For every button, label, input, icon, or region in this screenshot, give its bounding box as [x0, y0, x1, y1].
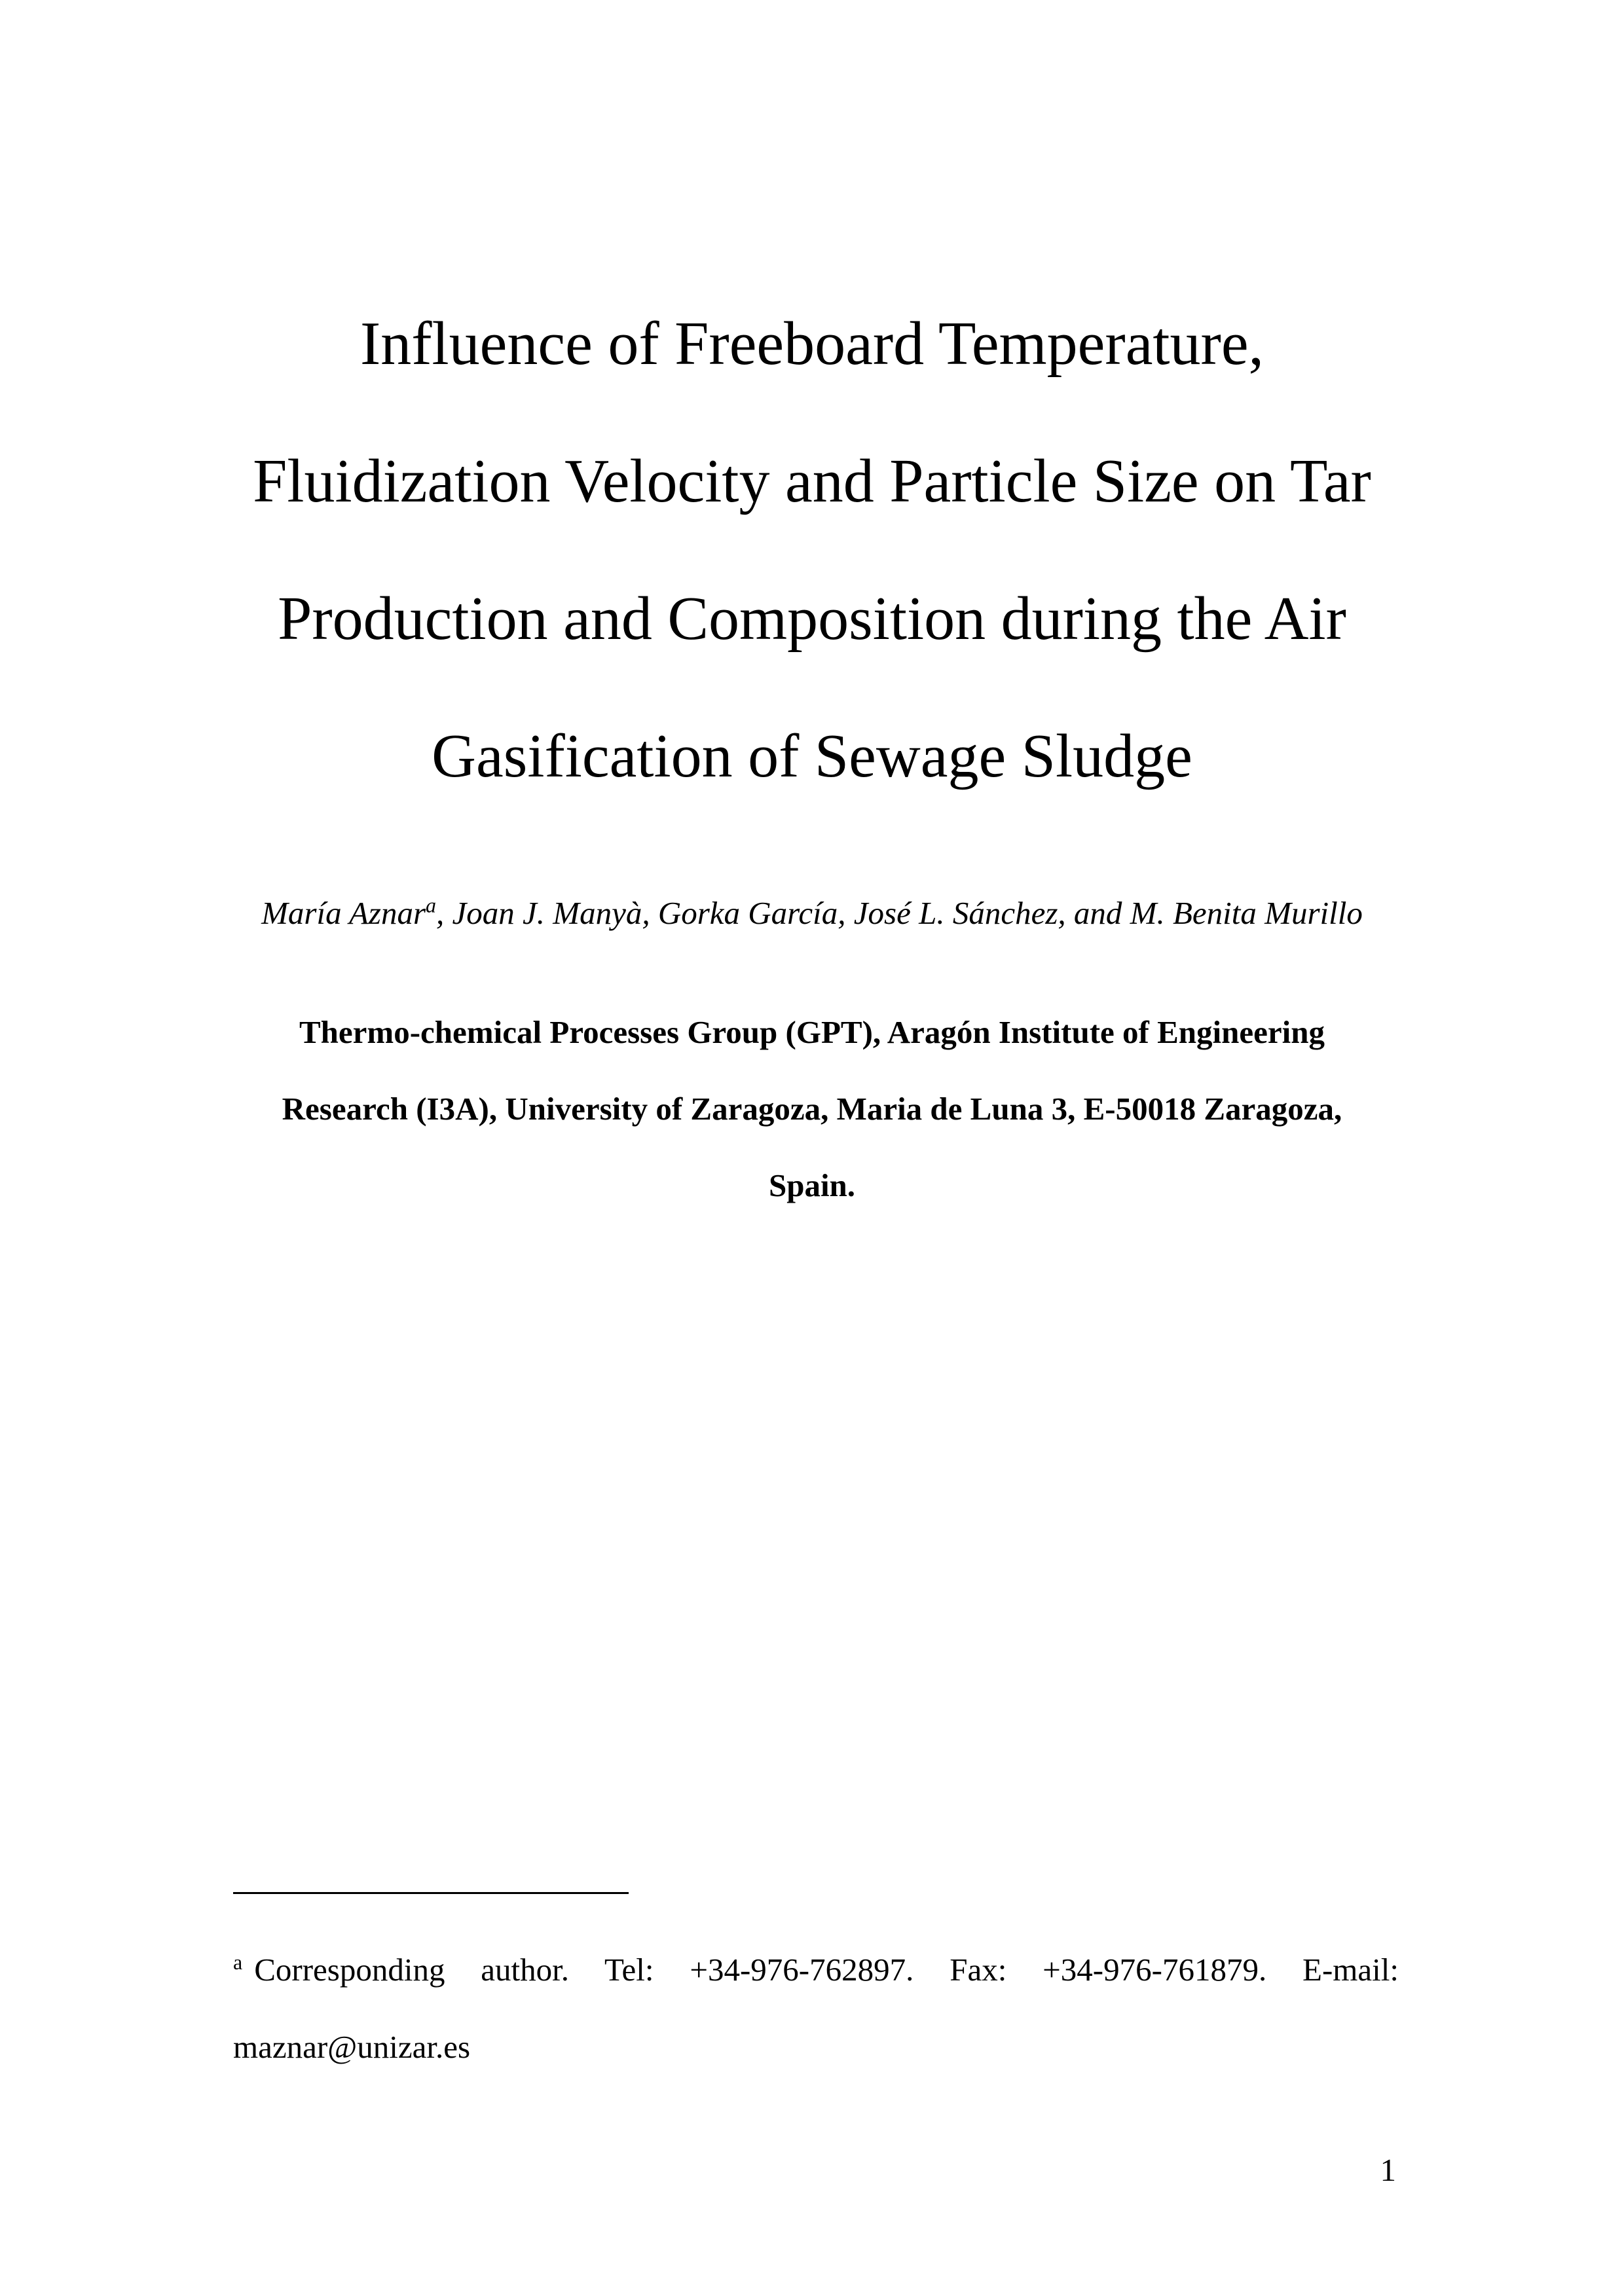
- author-rest: , Joan J. Manyà, Gorka García, José L. Sánchez, and M. Benita Murillo: [436, 895, 1363, 931]
- author-list: [157, 890, 1467, 936]
- affiliation: [157, 994, 1467, 1224]
- title-line-1: Influence of Freeboard Temperature,: [360, 310, 1264, 378]
- footnote-separator: [233, 1892, 629, 1894]
- affiliation-line-1: Thermo-chemical Processes Group (GPT), Aragón Institute of Engineering: [299, 1014, 1325, 1050]
- corresponding-author-footnote: [233, 1931, 1399, 2086]
- title-line-3: Production and Composition during the Air: [278, 585, 1346, 653]
- footnote-contact-text: Corresponding author. Tel: +34-976-762897. Fax: +34-976-761879. E-mail:: [254, 1952, 1399, 1988]
- affiliation-line-2: Research (I3A), University of Zaragoza, Maria de Luna 3, E-50018 Zaragoza,: [282, 1091, 1342, 1127]
- affiliation-line-3: Spain.: [768, 1167, 856, 1203]
- author-first: María Aznar: [261, 895, 426, 931]
- paper-title: [157, 275, 1467, 825]
- title-line-4: Gasification of Sewage Sludge: [432, 722, 1192, 790]
- author-first-footnote-mark: a: [426, 893, 437, 917]
- footnote-email: maznar@unizar.es: [233, 2029, 471, 2065]
- title-line-2: Fluidization Velocity and Particle Size on Tar: [253, 447, 1371, 515]
- footnote-line-1: [233, 1931, 1399, 2009]
- footnote-mark: a: [233, 1950, 243, 1974]
- page-number: 1: [1380, 2152, 1396, 2188]
